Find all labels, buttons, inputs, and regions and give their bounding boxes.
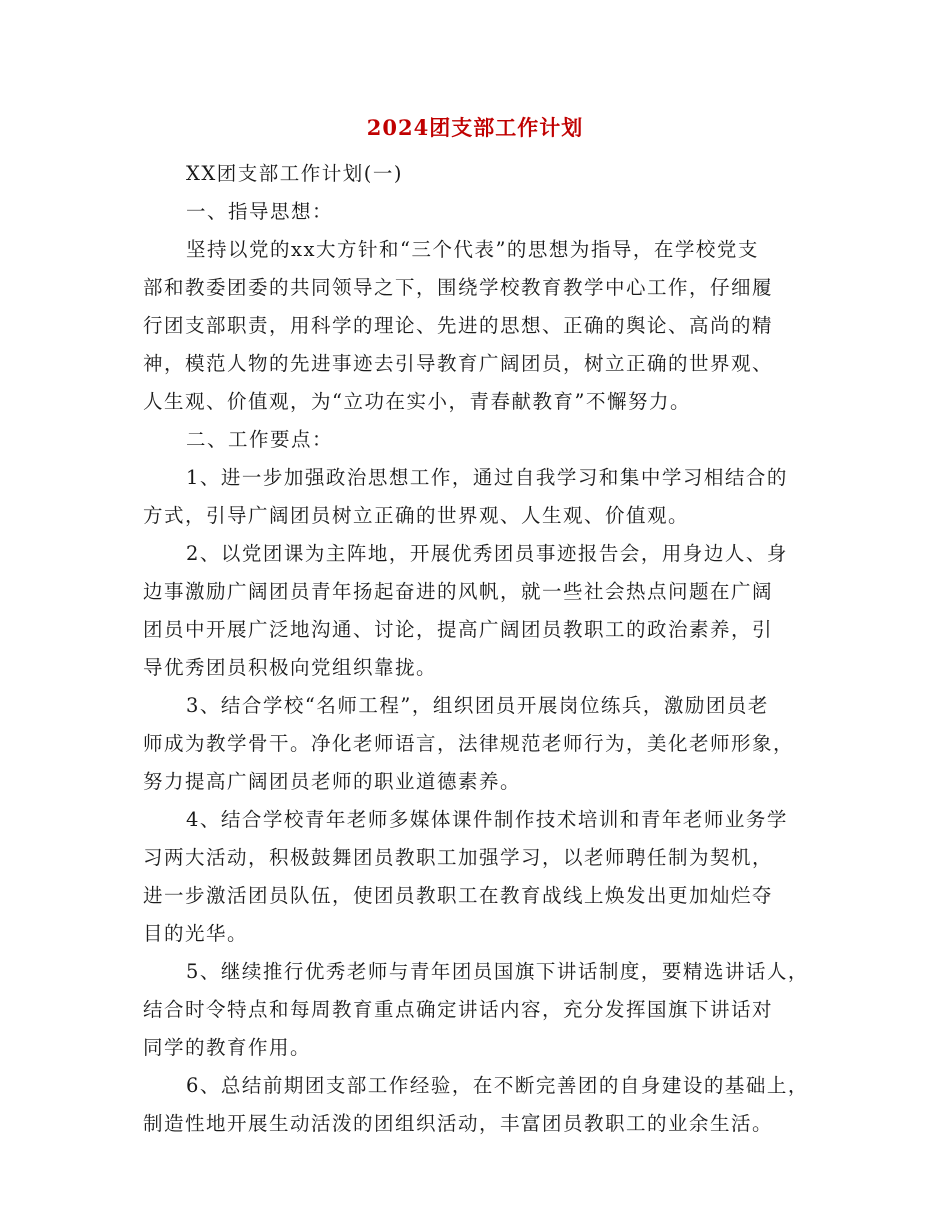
- text-line: 方式，引导广阔团员树立正确的世界观、人生观、价值观。: [143, 504, 690, 527]
- text-line: 2、以党团课为主阵地，开展优秀团员事迹报告会，用身边人、身: [186, 542, 788, 565]
- text-line: 5、继续推行优秀老师与青年团员国旗下讲话制度，要精选讲话人，: [186, 960, 809, 983]
- text-line: 一、指导思想：: [186, 200, 334, 223]
- text-line: 目的光华。: [143, 922, 249, 945]
- document-title: 2024团支部工作计划: [366, 115, 584, 140]
- text-line: 神，模范人物的先进事迹去引导教育广阔团员，树立正确的世界观、: [143, 352, 774, 375]
- text-line: 习两大活动，积极鼓舞团员教职工加强学习，以老师聘任制为契机，: [143, 846, 774, 869]
- text-line: 制造性地开展生动活泼的团组织活动，丰富团员教职工的业余生活。: [143, 1112, 774, 1135]
- text-line: 6、总结前期团支部工作经验，在不断完善团的自身建设的基础上，: [186, 1074, 809, 1097]
- text-line: 3、结合学校“名师工程”，组织团员开展岗位练兵，激励团员老: [186, 694, 769, 717]
- text-line: 进一步激活团员队伍，使团员教职工在教育战线上焕发出更加灿烂夺: [143, 884, 774, 907]
- document-body: [143, 155, 823, 1143]
- text-line: 部和教委团委的共同领导之下，围绕学校教育教学中心工作，仔细履: [143, 276, 774, 299]
- text-line: 师成为教学骨干。净化老师语言，法律规范老师行为，美化老师形象，: [143, 732, 795, 755]
- text-line: 坚持以党的xx大方针和“三个代表”的思想为指导，在学校党支: [186, 238, 759, 261]
- text-line: 结合时令特点和每周教育重点确定讲话内容，充分发挥国旗下讲话对: [143, 998, 774, 1021]
- text-line: XX团支部工作计划(一): [186, 162, 403, 185]
- text-line: 边事激励广阔团员青年扬起奋进的风帆，就一些社会热点问题在广阔: [143, 580, 774, 603]
- text-line: 二、工作要点：: [186, 428, 334, 451]
- text-line: 团员中开展广泛地沟通、讨论，提高广阔团员教职工的政治素养，引: [143, 618, 774, 641]
- text-line: 1、进一步加强政治思想工作，通过自我学习和集中学习相结合的: [186, 466, 788, 489]
- text-line: 同学的教育作用。: [143, 1036, 312, 1059]
- text-line: 4、结合学校青年老师多媒体课件制作技术培训和青年老师业务学: [186, 808, 788, 831]
- text-line: 人生观、价值观，为“立功在实小，青春献教育”不懈努力。: [143, 390, 691, 413]
- text-line: 行团支部职责，用科学的理论、先进的思想、正确的舆论、高尚的精: [143, 314, 774, 337]
- text-line: 导优秀团员积极向党组织靠拢。: [143, 656, 438, 679]
- text-line: 努力提高广阔团员老师的职业道德素养。: [143, 770, 522, 793]
